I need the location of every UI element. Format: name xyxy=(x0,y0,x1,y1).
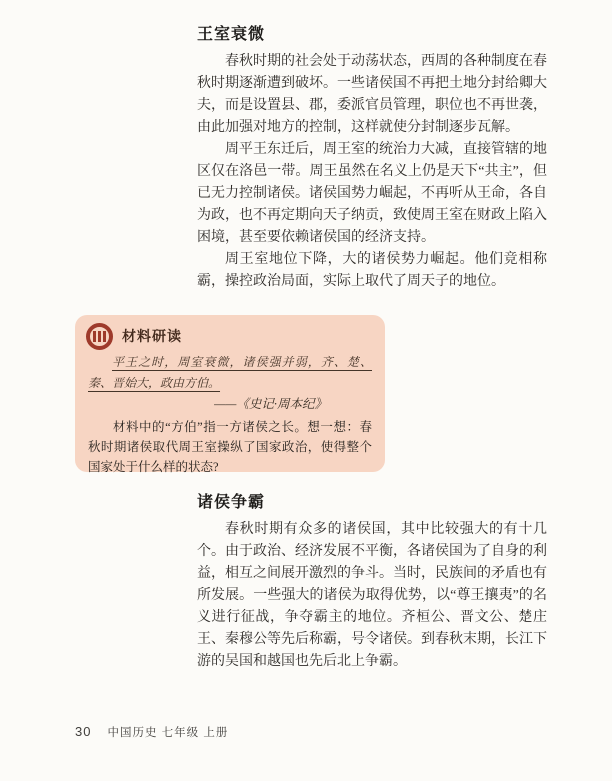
material-box-header xyxy=(86,322,372,350)
material-reading-icon xyxy=(86,323,113,350)
source-quote: 平王之时，周室衰微，诸侯强并弱，齐、楚、秦、晋始大，政由方伯。 xyxy=(88,355,372,390)
body-paragraph: 周王室地位下降，大的诸侯势力崛起。他们竞相称霸，操控政治局面，实际上取代了周天子的地位。 xyxy=(197,252,547,289)
icon-bar xyxy=(103,331,106,342)
body-paragraph: 春秋时期有众多的诸侯国，其中比较强大的有十几个。由于政治、经济发展不平衡，各诸侯国为了自身的利益，相互之间展开激烈的争斗。当时，民族间的矛盾也有所发展。一些强大的诸侯为取得优势，以“尊王攘夷”的名义进行征战，争夺霸主的地位。齐桓公、晋文公、楚庄王、秦穆公等先后称霸，号令诸侯。到春秋末期，长江下游的吴国和越国也先后北上争霸。 xyxy=(197,522,547,669)
section-heading: 诸侯争霸 xyxy=(197,494,266,511)
section-royal-decline xyxy=(197,26,547,293)
page-footer xyxy=(75,724,228,740)
study-question: 材料中的“方伯”指一方诸侯之长。想一想：春秋时期诸侯取代周王室操纵了国家政治，使得整个国家处于什么样的状态? xyxy=(88,420,372,474)
section-heading: 王室衰微 xyxy=(197,26,266,43)
book-title: 中国历史 七年级 上册 xyxy=(107,727,229,739)
page-number: 30 xyxy=(75,724,92,739)
icon-bar xyxy=(93,331,96,342)
body-paragraph: 周平王东迁后，周王室的统治力大减，直接管辖的地区仅在洛邑一带。周王虽然在名义上仍是天下“共主”，但已无力控制诸侯。诸侯国势力崛起，不再听从王命，各自为政，也不再定期向天子纳贡，致使周王室在财政上陷入困境，甚至要依赖诸侯国的经济支持。 xyxy=(197,142,547,245)
icon-bar xyxy=(98,331,101,342)
body-paragraph: 春秋时期的社会处于动荡状态，西周的各种制度在春秋时期逐渐遭到破坏。一些诸侯国不再把土地分封给卿大夫，而是设置县、郡，委派官员管理，职位也不再世袭，由此加强对地方的控制，这样就使分封制逐步瓦解。 xyxy=(197,54,547,135)
material-box-title: 材料研读 xyxy=(122,328,182,344)
material-reading-box xyxy=(75,315,385,472)
quote-attribution: ——《史记·周本纪》 xyxy=(214,397,327,411)
section-hegemony xyxy=(197,494,547,673)
